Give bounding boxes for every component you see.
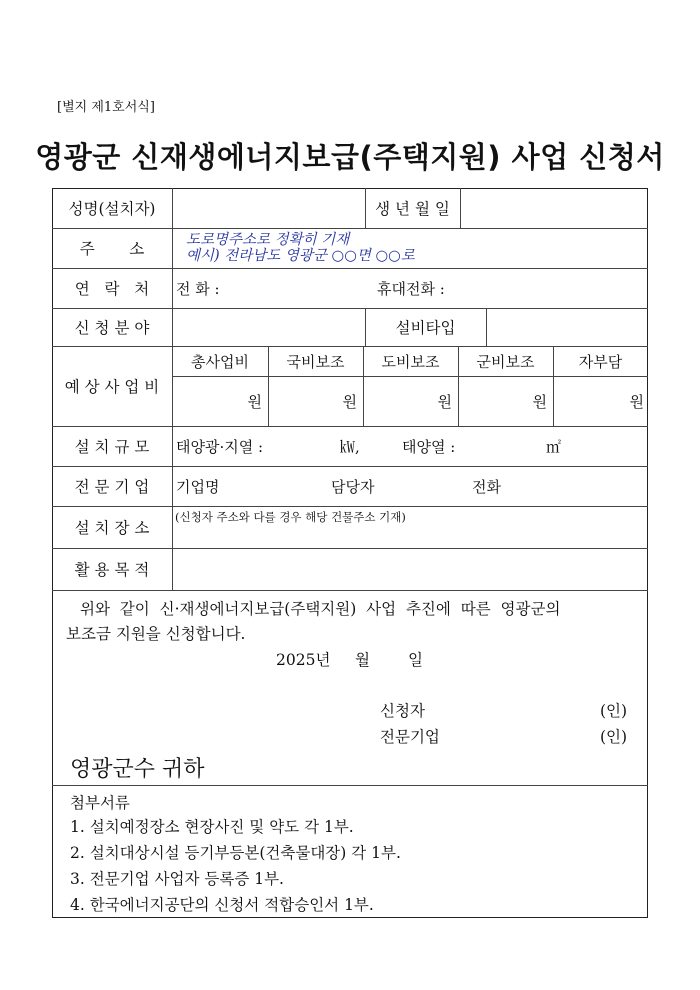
- birth-date-field[interactable]: [461, 189, 647, 227]
- solar-pv-geothermal-label: 태양광·지열 :: [176, 437, 264, 456]
- installation-site-label: 설 치 장 소: [74, 519, 150, 537]
- address-hint: 도로명주소로 정확히 기재: [186, 232, 350, 248]
- row-divider: [52, 590, 648, 591]
- equipment-type-label: 설비타입: [395, 319, 456, 337]
- estimated-cost-label: 예 상 사 업 비: [64, 378, 160, 396]
- county-subsidy-header: 군비보조: [476, 352, 535, 371]
- row-divider: [52, 785, 648, 786]
- phone-label: 전 화 :: [176, 279, 220, 298]
- self-pay-won: 원: [629, 393, 644, 411]
- company-manager-label: 담당자: [331, 477, 375, 496]
- page-title: 영광군 신재생에너지보급(주택지원) 사업 신청서: [35, 140, 665, 174]
- equipment-type-input[interactable]: [487, 309, 647, 345]
- form-number-label: [별지 제1호서식]: [57, 100, 155, 115]
- specialist-company-label: 전 문 기 업: [74, 478, 150, 496]
- date-month: 월: [355, 651, 370, 669]
- self-pay-header: 자부담: [578, 352, 623, 371]
- applicant-label: 신청자: [380, 702, 425, 720]
- application-field-input[interactable]: [173, 309, 364, 345]
- birth-date-label: 생 년 월 일: [375, 200, 450, 218]
- installation-scale-label: 설 치 규 모: [74, 438, 150, 456]
- company-name-label: 기업명: [176, 477, 220, 496]
- usage-purpose-label: 활 용 목 적: [74, 561, 150, 579]
- attachment-item: 4. 한국에너지공단의 신청서 적합승인서 1부.: [70, 896, 374, 914]
- declaration-line-1: 위와 같이 신·재생에너지보급(주택지원) 사업 추진에 따른 영광군의: [80, 600, 561, 618]
- kw-unit: ㎾,: [340, 437, 360, 456]
- addressee: 영광군수 귀하: [70, 757, 205, 782]
- address-example: 예시) 전라남도 영광군 ○○면 ○○로: [186, 248, 415, 264]
- date-day: 일: [408, 651, 423, 669]
- national-subsidy-won: 원: [342, 393, 357, 411]
- installation-site-hint: (신청자 주소와 다를 경우 해당 건물주소 기재): [175, 510, 406, 524]
- company-signer-label: 전문기업: [380, 728, 440, 746]
- attachments-title: 첨부서류: [70, 794, 130, 812]
- attachment-item: 2. 설치대상시설 등기부등본(건축물대장) 각 1부.: [70, 844, 401, 862]
- county-subsidy-won: 원: [532, 393, 547, 411]
- provincial-subsidy-won: 원: [437, 393, 452, 411]
- declaration-line-2: 보조금 지원을 신청합니다.: [66, 625, 246, 643]
- usage-purpose-field[interactable]: [173, 549, 647, 589]
- mobile-phone-label: 휴대전화 :: [377, 279, 445, 298]
- applicant-seal: (인): [600, 702, 628, 720]
- company-phone-label: 전화: [472, 477, 501, 496]
- national-subsidy-header: 국비보조: [286, 352, 345, 371]
- company-seal: (인): [600, 728, 628, 746]
- m2-unit: ㎡: [546, 437, 562, 456]
- name-field[interactable]: [173, 189, 364, 227]
- contact-label: 연 락 처: [74, 280, 150, 298]
- solar-thermal-label: 태양열 :: [402, 437, 456, 456]
- provincial-subsidy-header: 도비보조: [381, 352, 440, 371]
- date-year: 2025년: [276, 651, 331, 669]
- application-field-label: 신 청 분 야: [74, 319, 150, 337]
- address-label: 주 소: [79, 240, 145, 258]
- attachment-item: 3. 전문기업 사업자 등록증 1부.: [70, 870, 284, 888]
- total-cost-header: 총사업비: [191, 352, 249, 371]
- total-cost-won: 원: [247, 393, 262, 411]
- name-label: 성명(설치자): [68, 200, 156, 218]
- attachment-item: 1. 설치예정장소 현장사진 및 약도 각 1부.: [70, 818, 354, 836]
